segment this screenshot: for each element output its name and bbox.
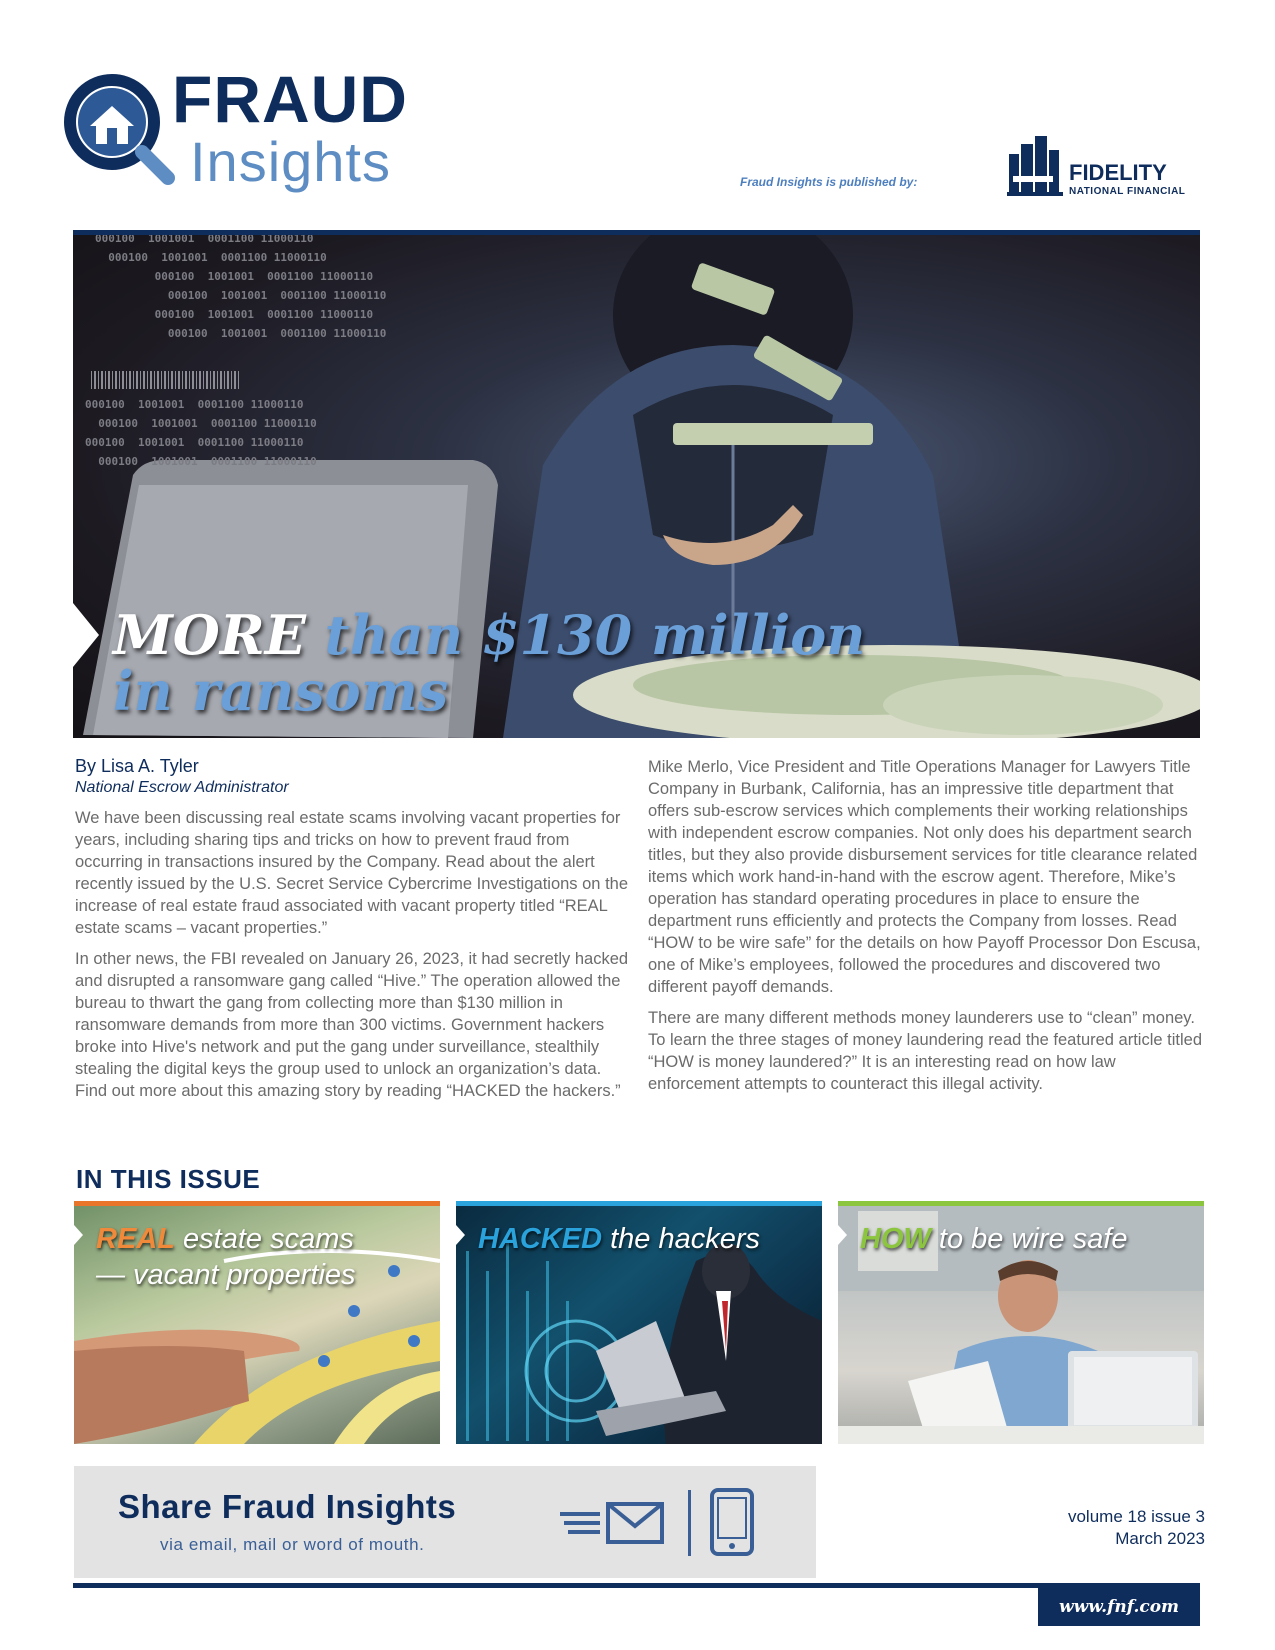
article-paragraph: There are many different methods money launderers use to “clean” money. To learn the three stages of money laundering read the featured article titled “HOW is money laundered?” It is an interesting read on how law enforcement attempts to counteract this illegal activity. <box>648 1009 1203 1093</box>
logo-word-insights: Insights <box>190 130 391 193</box>
card-accent-bar <box>74 1201 440 1206</box>
card-pointer-triangle <box>838 1225 847 1245</box>
article-column-left <box>75 755 630 1111</box>
barcode-graphic <box>91 371 241 389</box>
hero-pointer-triangle <box>73 603 99 667</box>
fidelity-building-icon <box>1005 136 1069 200</box>
phone-icon[interactable] <box>710 1488 754 1556</box>
author-name: By Lisa A. Tyler <box>75 756 199 776</box>
in-this-issue-heading: IN THIS ISSUE <box>76 1164 261 1194</box>
share-subtitle: via email, mail or word of mouth. <box>160 1535 425 1554</box>
issue-card-hacked[interactable] <box>456 1201 822 1444</box>
volume-issue: volume 18 issue 3 <box>1067 1507 1205 1526</box>
author-role: National Escrow Administrator <box>75 779 289 796</box>
card-accent-bar <box>838 1201 1204 1206</box>
issue-card-real-estate[interactable] <box>74 1201 440 1444</box>
card-caption <box>96 1221 356 1293</box>
card-pointer-triangle <box>74 1225 83 1245</box>
magnifier-house-icon <box>60 70 178 188</box>
share-box <box>74 1466 816 1578</box>
website-link[interactable]: www.fnf.com <box>1038 1588 1200 1626</box>
binary-block-mid: 000100 1001001 0001100 11000110 000100 1001001 0001100 11000110 000100 1001001 0001100 11000110 000100 1001001 0001100 11000110 <box>85 398 317 468</box>
hero-banner <box>73 235 1200 738</box>
card-caption <box>478 1221 760 1257</box>
hero-title-line2: in ransoms <box>113 659 449 723</box>
icon-divider <box>688 1490 691 1556</box>
footer-rule <box>73 1583 1200 1588</box>
fraud-insights-logo <box>60 62 460 202</box>
hero-title-line1: than $130 million <box>324 603 866 667</box>
published-by-label: Fraud Insights is published by: <box>740 175 918 189</box>
card-caption <box>860 1221 1128 1257</box>
fidelity-logo <box>1005 136 1195 200</box>
publisher-subtitle: NATIONAL FINANCIAL <box>1069 186 1186 197</box>
article-column-right <box>648 756 1203 1104</box>
card-title-line2: — vacant properties <box>96 1259 356 1291</box>
card-pointer-triangle <box>456 1225 465 1245</box>
logo-word-fraud: FRAUD <box>172 62 408 136</box>
article-paragraph: In other news, the FBI revealed on January 26, 2023, it had secretly hacked and disrupted a ransomware gang called “Hive.” The operation allowed the bureau to thwart the gang from collecting more than $130 million in ransomware demands from more than 300 victims. Government hackers broke into Hive's network and put the gang under surveillance, stealthily stealing the digital keys the group used to unlock an organization’s data. Find out more about this amazing story by reading “HACKED the hackers.” <box>75 950 629 1100</box>
card-title-rest: the hackers <box>602 1223 761 1255</box>
share-title: Share Fraud Insights <box>118 1488 457 1525</box>
article-paragraph: We have been discussing real estate scams involving vacant properties for years, including sharing tips and tricks on how to prevent fraud from occurring in transactions insured by the Company. Read about the alert recently issued by the U.S. Secret Service Cybercrime Investigations on the increase of real estate fraud associated with vacant property titled “REAL estate scams – vacant properties.” <box>75 809 628 937</box>
mail-icon[interactable] <box>560 1498 680 1548</box>
issue-date: March 2023 <box>1115 1529 1205 1548</box>
hero-title <box>113 603 866 723</box>
card-keyword: HACKED <box>478 1223 603 1255</box>
publisher-name: FIDELITY <box>1069 160 1167 185</box>
binary-block-top: 000100 1001001 0001100 11000110 000100 1001001 0001100 11000110 000100 1001001 0001100 11000110 000100 1001001 0001100 11000110 000100 1001001 0001100 11000110 000100 1001001 0001100 11000110 <box>95 235 387 340</box>
card-accent-bar <box>456 1201 822 1206</box>
card-title-rest: estate scams <box>174 1223 354 1255</box>
hero-title-emphasis: MORE <box>113 603 306 667</box>
issue-card-wire-safe[interactable] <box>838 1201 1204 1444</box>
card-keyword: REAL <box>96 1223 175 1255</box>
card-keyword: HOW <box>860 1223 931 1255</box>
card-title-rest: to be wire safe <box>930 1223 1128 1255</box>
article-paragraph: Mike Merlo, Vice President and Title Operations Manager for Lawyers Title Company in Burbank, California, has an impressive title department that offers sub-escrow services which complements their working relationships with independent escrow companies. Not only does his department search titles, but they also provide disbursement services for title clearance related items which work hand-in-hand with the escrow agent. Therefore, Mike’s operation has standard operating procedures in place to ensure the department runs efficiently and protects the Company from losses. Read “HOW to be wire safe” for the details on how Payoff Processor Don Escusa, one of Mike’s employees, followed the procedures and discovered two different payoff demands. <box>648 758 1201 996</box>
